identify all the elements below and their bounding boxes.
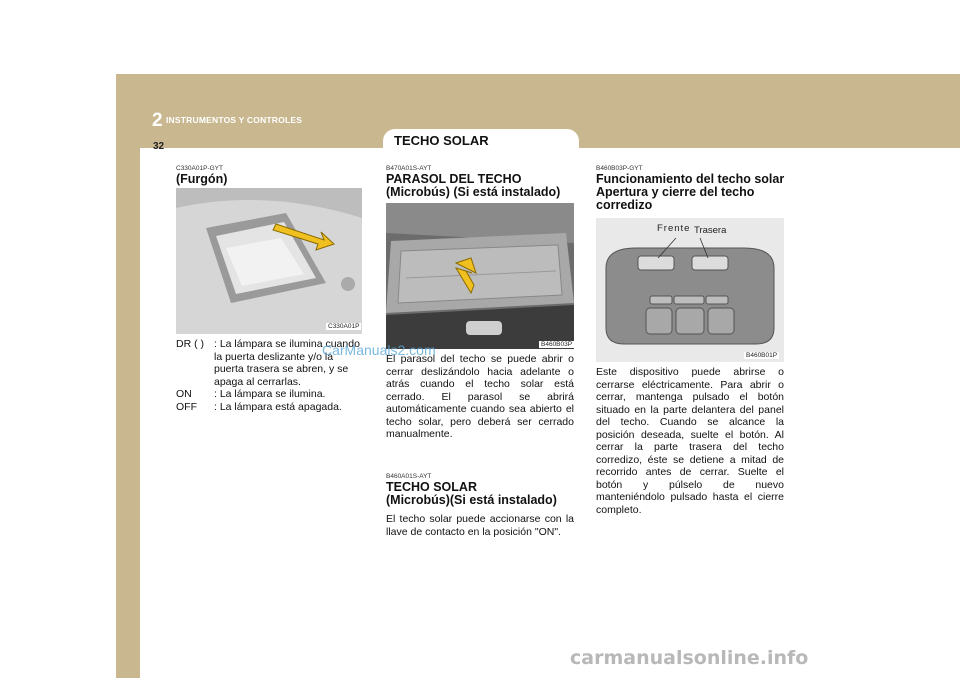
chapter-title: INSTRUMENTOS Y CONTROLES <box>166 115 303 125</box>
heading-techo-solar-1: TECHO SOLAR <box>386 480 477 494</box>
heading-furgon: (Furgón) <box>176 172 228 186</box>
image-label-c330: C330A01P <box>328 323 360 330</box>
definition-key: DR ( ) <box>176 338 204 350</box>
code-b470: B470A01S-AYT <box>386 165 432 172</box>
code-b460a01s: B460A01S-AYT <box>386 473 432 480</box>
code-b460b03p: B460B03P-GYT <box>596 165 643 172</box>
definition-key: ON <box>176 388 192 400</box>
techo-solar-body: El techo solar puede accionarse con la llave de contacto en la posición "ON". <box>386 513 574 538</box>
side-tab <box>116 138 140 678</box>
image-label-b460b01p: B460B01P <box>746 352 778 359</box>
definition-off <box>176 401 362 414</box>
watermark: CarManuals2.com <box>322 342 436 358</box>
func-body: Este dispositivo puede abrirse o cerrarse eléctricamente. Para abrir o cerrar, mantenga pulsado el botón situado en la parte delantera del panel del techo. Cuando se alcance la posición deseada, suelte el botón. Al cerrar la parte trasera del techo corredizo, éste se detiene a mitad de recorrido antes de cerrar. Suelte el botón y púlselo de nuevo manteniéndolo pulsado hasta el cierre completo. <box>596 366 784 516</box>
heading-parasol-2: (Microbús) (Si está instalado) <box>386 185 561 199</box>
photo-roof-sunshade <box>386 203 574 349</box>
definition-value: : La lámpara se ilumina cuando la puerta deslizante y/o la puerta trasera se abren, y se apaga al cerrarlas. <box>214 338 360 388</box>
definition-on <box>176 388 362 401</box>
diagram-sunroof-console <box>596 218 784 362</box>
heading-func-1: Funcionamiento del techo solar <box>596 172 785 186</box>
chapter-number: 2 <box>152 110 163 131</box>
section-title: TECHO SOLAR <box>394 133 489 148</box>
photo-dome-lamp <box>176 188 362 334</box>
heading-func-3: corredizo <box>596 198 653 212</box>
heading-techo-solar-2: (Microbús)(Si está instalado) <box>386 493 557 507</box>
code-c330: C330A01P-GYT <box>176 165 223 172</box>
footer-watermark: carmanualsonline.info <box>570 647 809 669</box>
heading-parasol-1: PARASOL DEL TECHO <box>386 172 522 186</box>
definition-value: : La lámpara está apagada. <box>214 400 342 413</box>
parasol-body: El parasol del techo se puede abrir o cerrar deslizándolo hacia adelante o atrás cuando el techo solar está cerrado. El parasol se abrirá automáticamente cuando sea abierto el techo solar, pero deberá ser cerrado manualmente. <box>386 353 574 440</box>
page-number: 32 <box>153 141 165 152</box>
definition-key: OFF <box>176 400 197 413</box>
label-rear: Trasera <box>694 225 727 236</box>
image-label-b460b03p: B460B03P <box>541 341 573 348</box>
definition-value: : La lámpara se ilumina. <box>214 388 326 400</box>
label-front: Frente <box>657 223 691 234</box>
heading-func-2: Apertura y cierre del techo <box>596 185 755 199</box>
